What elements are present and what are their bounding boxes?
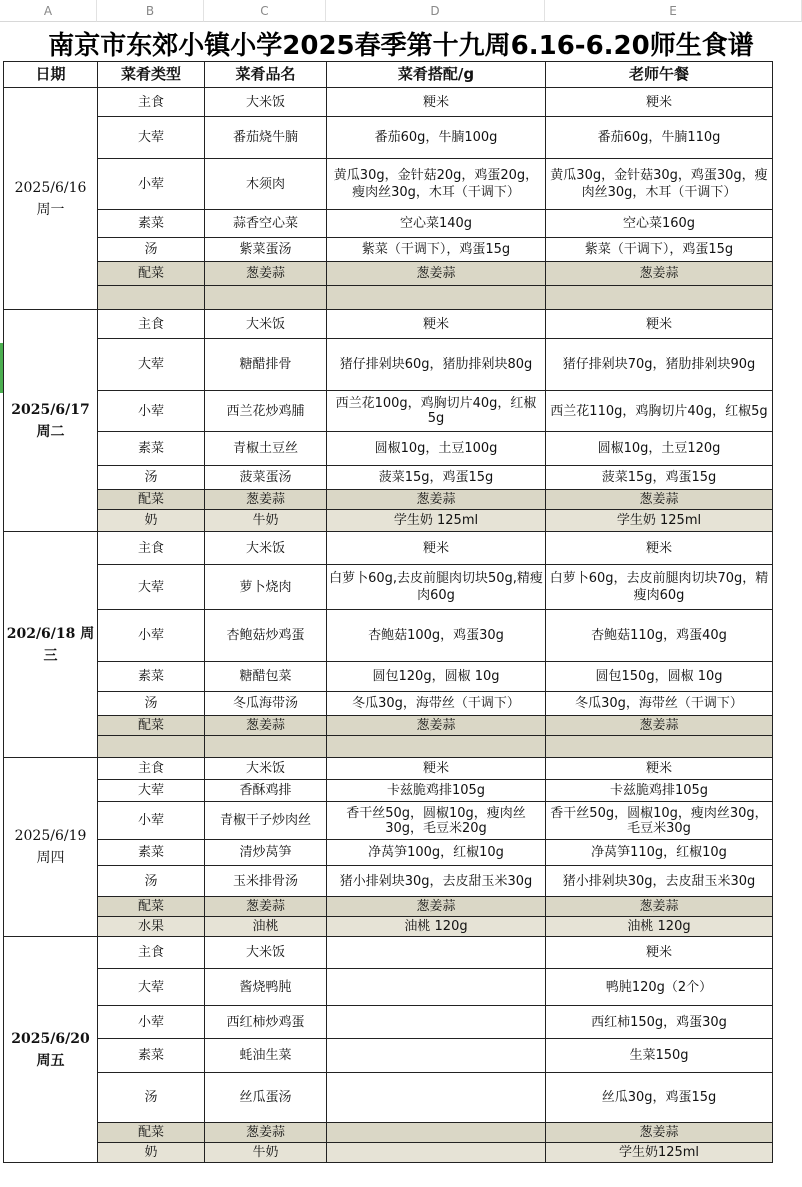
table-row (4, 716, 773, 736)
table-row (4, 1073, 773, 1123)
table-row (4, 1143, 773, 1163)
teacher-cell[interactable]: 丝瓜30g，鸡蛋15g (546, 1073, 773, 1123)
teacher-cell[interactable]: 圆椒10g，土豆120g (546, 432, 773, 466)
type-cell[interactable]: 小荤 (98, 391, 205, 432)
header-teacher[interactable]: 老师午餐 (546, 62, 773, 88)
teacher-cell[interactable]: 粳米 (546, 88, 773, 117)
combo-cell[interactable]: 粳米 (327, 758, 546, 780)
type-cell[interactable]: 大荤 (98, 117, 205, 159)
name-cell[interactable]: 牛奶 (205, 510, 327, 532)
combo-cell[interactable]: 空心菜140g (327, 210, 546, 238)
table-row (4, 565, 773, 610)
teacher-cell[interactable]: 猪仔排剁块70g，猪肋排剁块90g (546, 339, 773, 391)
column-header-e[interactable]: E (545, 0, 802, 22)
name-cell[interactable] (205, 736, 327, 758)
teacher-cell[interactable]: 葱姜蒜 (546, 490, 773, 510)
type-cell[interactable]: 素菜 (98, 1039, 205, 1073)
header-row (4, 62, 773, 88)
table-row (4, 758, 773, 780)
table-row (4, 692, 773, 716)
date-cell[interactable]: 202/6/18 周三 (4, 532, 98, 758)
teacher-cell[interactable]: 葱姜蒜 (546, 897, 773, 917)
teacher-cell[interactable]: 粳米 (546, 758, 773, 780)
teacher-cell[interactable]: 葱姜蒜 (546, 1123, 773, 1143)
name-cell[interactable]: 西红柿炒鸡蛋 (205, 1006, 327, 1039)
combo-cell[interactable] (327, 736, 546, 758)
type-cell[interactable]: 汤 (98, 238, 205, 262)
name-cell[interactable]: 蚝油生菜 (205, 1039, 327, 1073)
type-cell[interactable]: 素菜 (98, 432, 205, 466)
table-row (4, 391, 773, 432)
name-cell[interactable]: 葱姜蒜 (205, 716, 327, 736)
combo-cell[interactable]: 葱姜蒜 (327, 490, 546, 510)
combo-cell[interactable]: 葱姜蒜 (327, 262, 546, 286)
combo-cell[interactable]: 白萝卜60g,去皮前腿肉切块50g,精瘦肉60g (327, 565, 546, 610)
name-cell[interactable]: 萝卜烧肉 (205, 565, 327, 610)
type-cell[interactable]: 汤 (98, 466, 205, 490)
name-cell[interactable]: 葱姜蒜 (205, 490, 327, 510)
type-cell[interactable]: 小荤 (98, 1006, 205, 1039)
header-name[interactable]: 菜肴品名 (205, 62, 327, 88)
type-cell[interactable]: 汤 (98, 692, 205, 716)
table-row (4, 466, 773, 490)
name-cell[interactable]: 青椒干子炒肉丝 (205, 802, 327, 840)
combo-cell[interactable]: 紫菜（干调下），鸡蛋15g (327, 238, 546, 262)
teacher-cell[interactable]: 白萝卜60g，去皮前腿肉切块70g，精瘦肉60g (546, 565, 773, 610)
table-row (4, 262, 773, 286)
teacher-cell[interactable]: 西红柿150g，鸡蛋30g (546, 1006, 773, 1039)
name-cell[interactable]: 糖醋包菜 (205, 662, 327, 692)
column-header-a[interactable]: A (0, 0, 97, 22)
combo-cell[interactable]: 冬瓜30g，海带丝（干调下） (327, 692, 546, 716)
type-cell[interactable]: 主食 (98, 532, 205, 565)
header-date[interactable]: 日期 (4, 62, 98, 88)
combo-cell[interactable] (327, 937, 546, 969)
table-row (4, 339, 773, 391)
table-row (4, 1006, 773, 1039)
combo-cell[interactable]: 卡兹脆鸡排105g (327, 780, 546, 802)
column-header-d[interactable]: D (326, 0, 545, 22)
name-cell[interactable]: 蒜香空心菜 (205, 210, 327, 238)
header-combo[interactable]: 菜肴搭配/g (327, 62, 546, 88)
name-cell[interactable]: 糖醋排骨 (205, 339, 327, 391)
name-cell[interactable]: 葱姜蒜 (205, 1123, 327, 1143)
date-cell[interactable]: 2025/6/17 周二 (4, 310, 98, 532)
teacher-cell[interactable]: 葱姜蒜 (546, 262, 773, 286)
name-cell[interactable]: 酱烧鸭肫 (205, 969, 327, 1006)
type-cell[interactable]: 配菜 (98, 897, 205, 917)
combo-cell[interactable] (327, 286, 546, 310)
name-cell[interactable]: 油桃 (205, 917, 327, 937)
teacher-cell[interactable]: 学生奶 125ml (546, 510, 773, 532)
type-cell[interactable]: 配菜 (98, 490, 205, 510)
type-cell[interactable] (98, 736, 205, 758)
table-row (4, 532, 773, 565)
name-cell[interactable]: 清炒莴笋 (205, 840, 327, 866)
type-cell[interactable]: 汤 (98, 866, 205, 897)
combo-cell[interactable]: 香干丝50g，圆椒10g，瘦肉丝30g，毛豆米20g (327, 802, 546, 840)
table-row (4, 802, 773, 840)
type-cell[interactable]: 大荤 (98, 780, 205, 802)
type-cell[interactable]: 大荤 (98, 339, 205, 391)
teacher-cell[interactable]: 油桃 120g (546, 917, 773, 937)
combo-cell[interactable] (327, 1039, 546, 1073)
name-cell[interactable]: 香酥鸡排 (205, 780, 327, 802)
teacher-cell[interactable]: 粳米 (546, 937, 773, 969)
table-row (4, 610, 773, 662)
teacher-cell[interactable]: 圆包150g，圆椒 10g (546, 662, 773, 692)
combo-cell[interactable]: 猪小排剁块30g，去皮甜玉米30g (327, 866, 546, 897)
teacher-cell[interactable]: 紫菜（干调下），鸡蛋15g (546, 238, 773, 262)
combo-cell[interactable]: 圆包120g，圆椒 10g (327, 662, 546, 692)
teacher-cell[interactable]: 卡兹脆鸡排105g (546, 780, 773, 802)
table-row (4, 210, 773, 238)
combo-cell[interactable]: 菠菜15g，鸡蛋15g (327, 466, 546, 490)
teacher-cell[interactable]: 香干丝50g，圆椒10g，瘦肉丝30g，毛豆米30g (546, 802, 773, 840)
name-cell[interactable]: 牛奶 (205, 1143, 327, 1163)
name-cell[interactable]: 西兰花炒鸡脯 (205, 391, 327, 432)
name-cell[interactable]: 番茄烧牛腩 (205, 117, 327, 159)
teacher-cell[interactable]: 番茄60g，牛腩110g (546, 117, 773, 159)
table-row (4, 286, 773, 310)
combo-cell[interactable]: 番茄60g，牛腩100g (327, 117, 546, 159)
table-row (4, 117, 773, 159)
type-cell[interactable]: 主食 (98, 937, 205, 969)
type-cell[interactable]: 素菜 (98, 662, 205, 692)
combo-cell[interactable]: 葱姜蒜 (327, 716, 546, 736)
type-cell[interactable]: 小荤 (98, 610, 205, 662)
teacher-cell[interactable]: 粳米 (546, 532, 773, 565)
table-row (4, 1123, 773, 1143)
teacher-cell[interactable]: 西兰花110g，鸡胸切片40g，红椒5g (546, 391, 773, 432)
name-cell[interactable]: 葱姜蒜 (205, 262, 327, 286)
column-header-b[interactable]: B (97, 0, 204, 22)
name-cell[interactable]: 丝瓜蛋汤 (205, 1073, 327, 1123)
combo-cell[interactable]: 圆椒10g，土豆100g (327, 432, 546, 466)
name-cell[interactable]: 大米饭 (205, 310, 327, 339)
type-cell[interactable]: 奶 (98, 1143, 205, 1163)
menu-table (3, 61, 773, 1163)
combo-cell[interactable]: 葱姜蒜 (327, 897, 546, 917)
type-cell[interactable]: 汤 (98, 1073, 205, 1123)
name-cell[interactable]: 紫菜蛋汤 (205, 238, 327, 262)
type-cell[interactable]: 小荤 (98, 802, 205, 840)
teacher-cell[interactable]: 菠菜15g，鸡蛋15g (546, 466, 773, 490)
combo-cell[interactable] (327, 1073, 546, 1123)
table-row (4, 510, 773, 532)
table-row (4, 917, 773, 937)
date-cell[interactable]: 2025/6/20 周五 (4, 937, 98, 1163)
combo-cell[interactable]: 净莴笋100g，红椒10g (327, 840, 546, 866)
table-row (4, 780, 773, 802)
combo-cell[interactable]: 学生奶 125ml (327, 510, 546, 532)
name-cell[interactable]: 葱姜蒜 (205, 897, 327, 917)
type-cell[interactable] (98, 286, 205, 310)
teacher-cell[interactable]: 空心菜160g (546, 210, 773, 238)
teacher-cell[interactable] (546, 286, 773, 310)
teacher-cell[interactable]: 鸭肫120g（2个） (546, 969, 773, 1006)
combo-cell[interactable]: 杏鲍菇100g，鸡蛋30g (327, 610, 546, 662)
name-cell[interactable]: 玉米排骨汤 (205, 866, 327, 897)
type-cell[interactable]: 主食 (98, 758, 205, 780)
name-cell[interactable]: 菠菜蛋汤 (205, 466, 327, 490)
teacher-cell[interactable]: 杏鲍菇110g，鸡蛋40g (546, 610, 773, 662)
combo-cell[interactable]: 粳米 (327, 532, 546, 565)
table-row (4, 310, 773, 339)
combo-cell[interactable] (327, 1006, 546, 1039)
combo-cell[interactable] (327, 1143, 546, 1163)
table-row (4, 969, 773, 1006)
name-cell[interactable]: 杏鲍菇炒鸡蛋 (205, 610, 327, 662)
type-cell[interactable]: 水果 (98, 917, 205, 937)
type-cell[interactable]: 配菜 (98, 716, 205, 736)
name-cell[interactable]: 大米饭 (205, 532, 327, 565)
table-row (4, 866, 773, 897)
date-cell[interactable]: 2025/6/16 周一 (4, 88, 98, 310)
type-cell[interactable]: 配菜 (98, 262, 205, 286)
name-cell[interactable]: 青椒土豆丝 (205, 432, 327, 466)
table-row (4, 238, 773, 262)
name-cell[interactable]: 大米饭 (205, 88, 327, 117)
teacher-cell[interactable]: 生菜150g (546, 1039, 773, 1073)
teacher-cell[interactable]: 猪小排剁块30g，去皮甜玉米30g (546, 866, 773, 897)
type-cell[interactable]: 大荤 (98, 969, 205, 1006)
type-cell[interactable]: 配菜 (98, 1123, 205, 1143)
name-cell[interactable] (205, 286, 327, 310)
combo-cell[interactable]: 粳米 (327, 310, 546, 339)
combo-cell[interactable] (327, 969, 546, 1006)
teacher-cell[interactable]: 净莴笋110g，红椒10g (546, 840, 773, 866)
type-cell[interactable]: 主食 (98, 88, 205, 117)
table-row (4, 897, 773, 917)
type-cell[interactable]: 素菜 (98, 840, 205, 866)
name-cell[interactable]: 木须肉 (205, 159, 327, 210)
combo-cell[interactable]: 猪仔排剁块60g，猪肋排剁块80g (327, 339, 546, 391)
type-cell[interactable]: 主食 (98, 310, 205, 339)
combo-cell[interactable] (327, 1123, 546, 1143)
teacher-cell[interactable]: 粳米 (546, 310, 773, 339)
teacher-cell[interactable]: 黄瓜30g，金针菇30g，鸡蛋30g，瘦肉丝30g，木耳（干调下） (546, 159, 773, 210)
table-row (4, 840, 773, 866)
type-cell[interactable]: 奶 (98, 510, 205, 532)
teacher-cell[interactable]: 冬瓜30g，海带丝（干调下） (546, 692, 773, 716)
teacher-cell[interactable]: 葱姜蒜 (546, 716, 773, 736)
table-row (4, 159, 773, 210)
sheet-title[interactable]: 南京市东郊小镇小学2025春季第十九周6.16-6.20师生食谱 (48, 30, 754, 61)
name-cell[interactable]: 冬瓜海带汤 (205, 692, 327, 716)
date-cell[interactable]: 2025/6/19 周四 (4, 758, 98, 937)
header-type[interactable]: 菜肴类型 (98, 62, 205, 88)
combo-cell[interactable]: 油桃 120g (327, 917, 546, 937)
menu-table-body (4, 88, 773, 1163)
type-cell[interactable]: 小荤 (98, 159, 205, 210)
teacher-cell[interactable]: 学生奶125ml (546, 1143, 773, 1163)
name-cell[interactable]: 大米饭 (205, 937, 327, 969)
combo-cell[interactable]: 粳米 (327, 88, 546, 117)
table-row (4, 88, 773, 117)
table-row (4, 662, 773, 692)
table-row (4, 937, 773, 969)
column-header-c[interactable]: C (204, 0, 326, 22)
combo-cell[interactable]: 黄瓜30g，金针菇20g，鸡蛋20g，瘦肉丝30g，木耳（干调下） (327, 159, 546, 210)
teacher-cell[interactable] (546, 736, 773, 758)
table-row (4, 736, 773, 758)
name-cell[interactable]: 大米饭 (205, 758, 327, 780)
combo-cell[interactable]: 西兰花100g，鸡胸切片40g，红椒5g (327, 391, 546, 432)
table-row (4, 1039, 773, 1073)
table-row (4, 432, 773, 466)
table-row (4, 490, 773, 510)
type-cell[interactable]: 素菜 (98, 210, 205, 238)
type-cell[interactable]: 大荤 (98, 565, 205, 610)
